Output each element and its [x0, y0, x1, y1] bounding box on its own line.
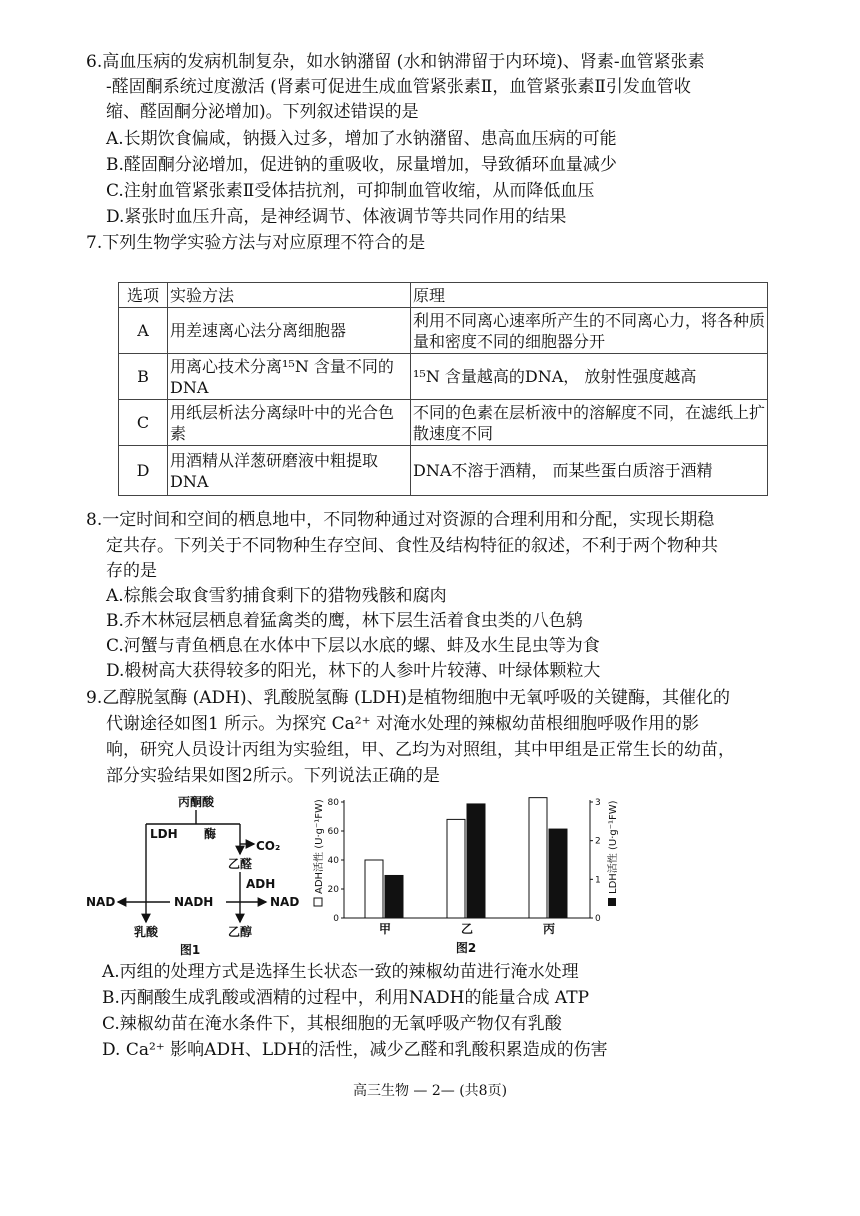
left-tick-label: 60 — [327, 827, 339, 837]
figure-2-caption: 图2 — [455, 941, 477, 955]
ldh-bar-2 — [467, 804, 485, 918]
left-tick-label: 20 — [327, 885, 339, 895]
nad-left-label: NAD — [86, 895, 116, 909]
row-method: 用离心技术分离¹⁵N 含量不同的 DNA — [168, 354, 411, 400]
q8-stem-line-2: 定共存。下列关于不同物种生存空间、食性及结构特征的叙述，不利于两个物种共 — [106, 536, 718, 556]
table-row — [119, 354, 768, 400]
q8-stem-line-1: 8.一定时间和空间的栖息地中，不同物种通过对资源的合理利用和分配，实现长期稳 — [86, 510, 715, 530]
lactate-label: 乳酸 — [133, 925, 159, 939]
ldh-bar-1 — [385, 875, 403, 918]
q6-option-a: A.长期饮食偏咸，钠摄入过多，增加了水钠潴留、患高血压病的可能 — [106, 129, 617, 149]
pyruvate-label: 丙酮酸 — [177, 795, 215, 809]
row-principle: ¹⁵N 含量越高的DNA， 放射性强度越高 — [411, 354, 768, 400]
q6-stem-line-3: 缩、醛固酮分泌增加)。下列叙述错误的是 — [106, 102, 419, 122]
ldh-bar-3 — [549, 829, 567, 918]
q8-option-c: C.河蟹与青鱼栖息在水体中下层以水底的螺、蚌及水生昆虫等为食 — [106, 636, 600, 656]
co2-label: CO₂ — [256, 839, 281, 853]
row-option: B — [119, 354, 168, 400]
left-tick-label: 0 — [333, 914, 339, 924]
figure-1-pathway — [80, 790, 320, 958]
left-tick-label: 80 — [327, 798, 339, 808]
nadh-label: NADH — [174, 895, 214, 909]
table-row — [119, 308, 768, 354]
row-option: C — [119, 400, 168, 446]
ldh-label: LDH — [150, 827, 178, 841]
q8-option-d: D.椴树高大获得较多的阳光，林下的人参叶片较薄、叶绿体颗粒大 — [106, 661, 601, 681]
q8-stem-line-3: 存的是 — [106, 561, 157, 581]
q9-option-d: D. Ca²⁺ 影响ADH、LDH的活性，减少乙醛和乳酸积累造成的伤害 — [102, 1040, 608, 1060]
adh-bar-2 — [447, 819, 465, 918]
category-label: 丙 — [542, 922, 556, 936]
left-y-axis-label: ADH活性 (U·g⁻¹FW) — [314, 799, 325, 894]
table-row — [119, 400, 768, 446]
q9-stem-line-2: 代谢途径如图1 所示。为探究 Ca²⁺ 对淹水处理的辣椒幼苗根细胞呼吸作用的影 — [106, 714, 699, 734]
q6-stem-line-2: -醛固酮系统过度激活 (肾素可促进生成血管紧张素Ⅱ，血管紧张素Ⅱ引发血管收 — [106, 77, 691, 97]
figure-2-bar-chart — [300, 790, 630, 958]
table-row — [119, 446, 768, 496]
q6-option-b: B.醛固酮分泌增加，促进钠的重吸收，尿量增加，导致循环血量减少 — [106, 155, 617, 175]
right-tick-label: 2 — [595, 836, 601, 847]
adh-label: ADH — [246, 877, 276, 891]
right-tick-label: 3 — [595, 798, 601, 808]
adh-bar-3 — [529, 798, 547, 918]
page-footer: 高三生物 — 2— (共8页) — [352, 1083, 508, 1099]
category-label: 甲 — [378, 922, 392, 936]
row-option: D — [119, 446, 168, 496]
right-tick-label: 0 — [595, 914, 601, 924]
row-principle: 利用不同离心速率所产生的不同离心力，将各种质量和密度不同的细胞器分开 — [411, 308, 768, 354]
adh-bar-1 — [365, 860, 383, 918]
q8-option-a: A.棕熊会取食雪豹捕食剩下的猎物残骸和腐肉 — [106, 586, 447, 606]
header-principle: 原理 — [411, 283, 768, 308]
figure-1-caption: 图1 — [179, 943, 201, 957]
row-principle: DNA不溶于酒精， 而某些蛋白质溶于酒精 — [411, 446, 768, 496]
row-principle: 不同的色素在层析液中的溶解度不同，在滤纸上扩散速度不同 — [411, 400, 768, 446]
q9-option-b: B.丙酮酸生成乳酸或酒精的过程中，利用NADH的能量合成 ATP — [102, 988, 590, 1008]
q7-stem: 7.下列生物学实验方法与对应原理不符合的是 — [86, 233, 426, 253]
q6-option-c: C.注射血管紧张素Ⅱ受体拮抗剂，可抑制血管收缩，从而降低血压 — [106, 181, 595, 201]
left-tick-label: 40 — [327, 856, 339, 866]
q9-option-a: A.丙组的处理方式是选择生长状态一致的辣椒幼苗进行淹水处理 — [102, 962, 579, 982]
right-tick-label: 1 — [595, 875, 601, 886]
q8-option-b: B.乔木林冠层栖息着猛禽类的鹰，林下层生活着食虫类的八色鸫 — [106, 611, 583, 631]
table-header-row — [119, 283, 768, 308]
nad-right-label: NAD — [270, 895, 300, 909]
header-option: 选项 — [119, 283, 168, 308]
ethanol-label: 乙醇 — [227, 925, 253, 939]
adh-legend-swatch — [314, 898, 322, 906]
q9-stem-line-1: 9.乙醇脱氢酶 (ADH)、乳酸脱氢酶 (LDH)是植物细胞中无氧呼吸的关键酶，其催化的 — [86, 688, 731, 708]
q9-option-c: C.辣椒幼苗在淹水条件下，其根细胞的无氧呼吸产物仅有乳酸 — [102, 1014, 562, 1034]
q6-option-d: D.紧张时血压升高，是神经调节、体液调节等共同作用的结果 — [106, 207, 567, 227]
acetaldehyde-label: 乙醛 — [227, 857, 253, 871]
q6-stem-line-1: 6.高血压病的发病机制复杂，如水钠潴留 (水和钠滞留于内环境)、肾素-血管紧张素 — [86, 52, 705, 72]
enzyme-label: 酶 — [204, 827, 217, 841]
row-method: 用酒精从洋葱研磨液中粗提取 DNA — [168, 446, 411, 496]
header-method: 实验方法 — [168, 283, 411, 308]
q9-stem-line-3: 响，研究人员设计丙组为实验组，甲、乙均为对照组，其中甲组是正常生长的幼苗， — [106, 740, 735, 760]
q7-table — [118, 282, 768, 496]
row-option: A — [119, 308, 168, 354]
row-method: 用差速离心法分离细胞器 — [168, 308, 411, 354]
q9-stem-line-4: 部分实验结果如图2所示。下列说法正确的是 — [106, 766, 440, 786]
row-method: 用纸层析法分离绿叶中的光合色素 — [168, 400, 411, 446]
ldh-legend-swatch — [608, 898, 616, 906]
category-label: 乙 — [460, 922, 474, 936]
right-y-axis-label: LDH活性 (U·g⁻¹FW) — [608, 800, 619, 894]
